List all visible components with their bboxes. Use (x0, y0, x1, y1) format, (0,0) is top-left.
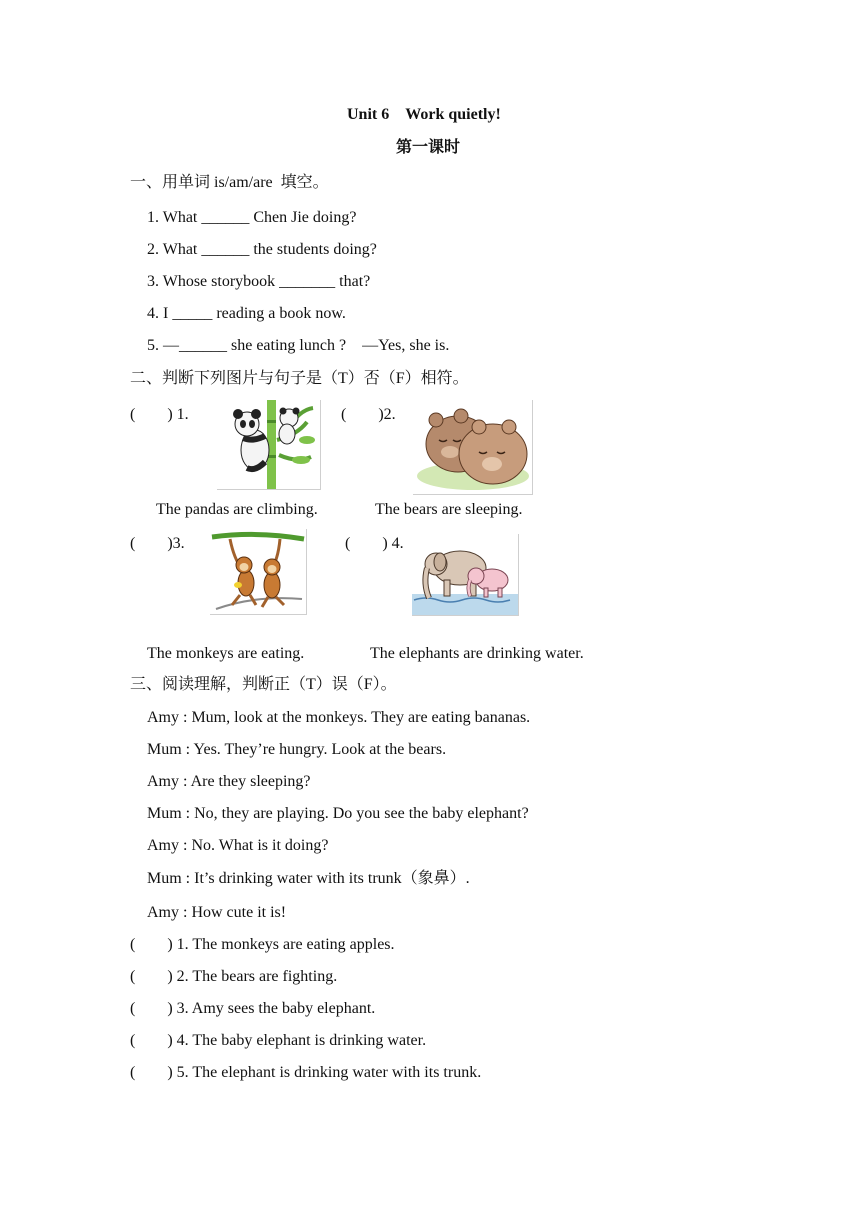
section2-heading: 二、判断下列图片与句子是（T）否（F）相符。 (130, 370, 469, 387)
picture-caption: The monkeys are eating. (147, 645, 305, 662)
section1-heading: 一、用单词 is/am/are 填空。 (130, 174, 329, 191)
dialogue-line: Mum : No, they are playing. Do you see the baby elephant? (147, 805, 529, 822)
picture-caption: The bears are sleeping. (375, 501, 523, 518)
judgement-item: ( ) 4. The baby elephant is drinking water. (130, 1032, 427, 1049)
dialogue-line: Amy : How cute it is! (147, 904, 287, 921)
judgement-item: ( ) 2. The bears are fighting. (130, 968, 338, 985)
section3-heading: 三、阅读理解，判断正（T）误（F）。 (130, 676, 397, 693)
elephants-drinking-picture (412, 534, 519, 616)
fill-blank-item: 1. What ______ Chen Jie doing? (147, 209, 357, 226)
answer-bracket: ( ) 1. (130, 406, 189, 423)
judgement-item: ( ) 1. The monkeys are eating apples. (130, 936, 395, 953)
bears-sleeping-picture (413, 400, 533, 495)
dialogue-line: Mum : Yes. They’re hungry. Look at the bears. (147, 741, 447, 758)
page-title: Unit 6 Work quietly! (347, 106, 501, 123)
dialogue-line: Amy : No. What is it doing? (147, 837, 329, 854)
judgement-item: ( ) 3. Amy sees the baby elephant. (130, 1000, 376, 1017)
pandas-climbing-picture (217, 400, 321, 490)
judgement-item: ( ) 5. The elephant is drinking water with its trunk. (130, 1064, 482, 1081)
picture-caption: The pandas are climbing. (156, 501, 318, 518)
dialogue-line: Amy : Mum, look at the monkeys. They are eating bananas. (147, 709, 531, 726)
dialogue-line: Amy : Are they sleeping? (147, 773, 311, 790)
answer-bracket: ( )3. (130, 535, 185, 552)
monkeys-swinging-picture (210, 529, 307, 615)
picture-caption: The elephants are drinking water. (370, 645, 584, 662)
dialogue-line: Mum : It’s drinking water with its trunk（象鼻）. (147, 870, 470, 887)
lesson-subtitle: 第一课时 (396, 139, 461, 156)
fill-blank-item: 4. I _____ reading a book now. (147, 305, 346, 322)
fill-blank-item: 5. —______ she eating lunch ? —Yes, she is. (147, 337, 450, 354)
fill-blank-item: 2. What ______ the students doing? (147, 241, 377, 258)
answer-bracket: ( )2. (341, 406, 396, 423)
answer-bracket: ( ) 4. (345, 535, 404, 552)
fill-blank-item: 3. Whose storybook _______ that? (147, 273, 371, 290)
